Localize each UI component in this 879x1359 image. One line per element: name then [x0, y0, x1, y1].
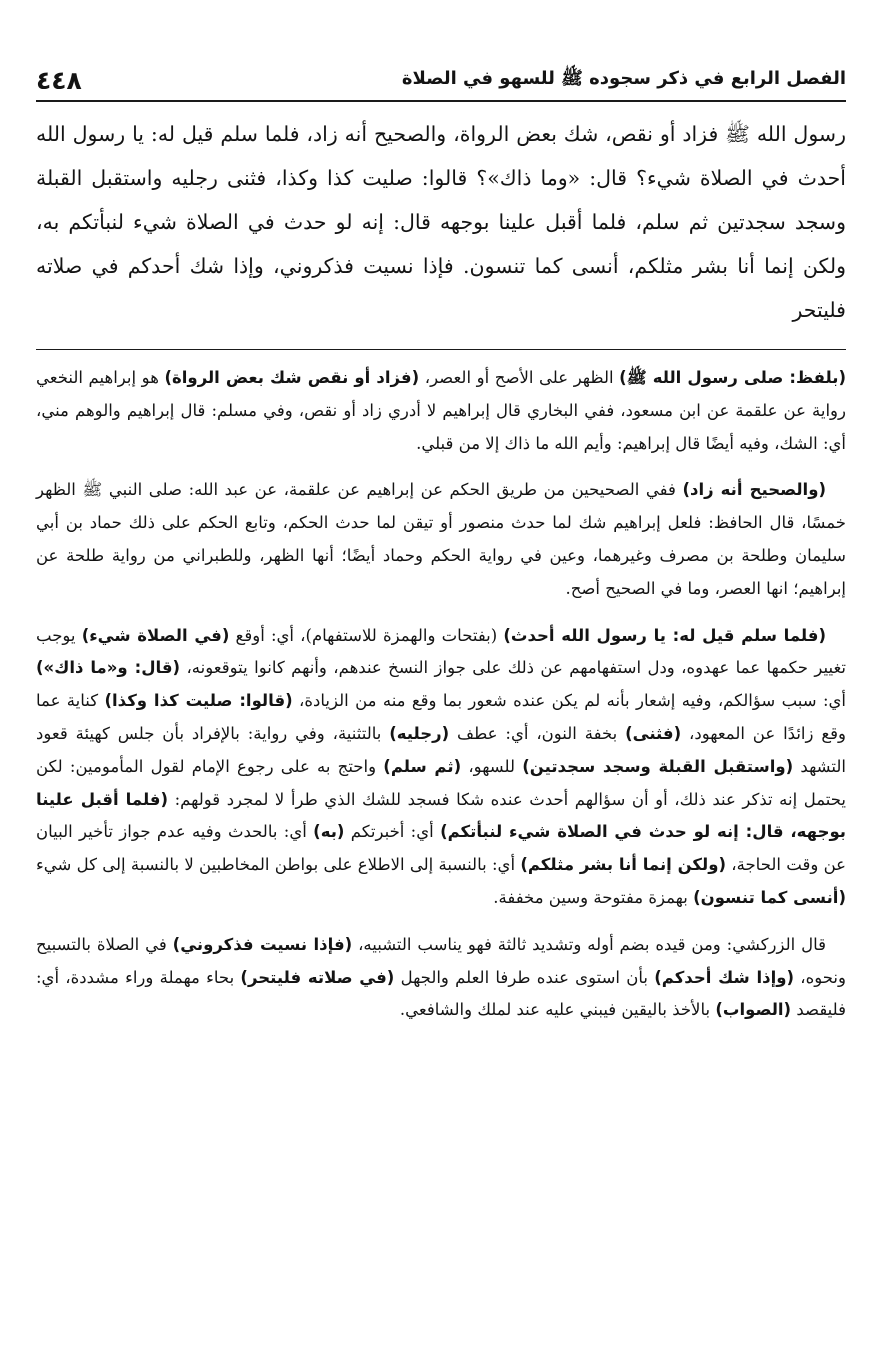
commentary-text: واحتج به على رجوع الإمام لقول المأمومين: لكن يحتمل إنه تذكر عند ذلك، أو أن سؤالهم أحدث عنده شكا فسجد للشك الذي طرأ لا لمجرد قولهم:: [36, 756, 847, 809]
quoted-phrase: (فثنى): [625, 723, 682, 743]
commentary-text: بالتثنية، وفي رواية: بالإفراد بأن جلس كهيئة قعود التشهد: [36, 723, 846, 776]
commentary-text: قال الزركشي: ومن قيده بضم أوله وتشديد ثالثة فهو يناسب التشبيه،: [352, 934, 826, 954]
commentary-text: (بفتحات والهمزة للاستفهام)، أي: أوقع: [229, 625, 504, 645]
note-paragraph: [36, 362, 846, 460]
commentary-text: هو إبراهيم النخعي رواية عن علقمة عن ابن مسعود، ففي البخاري قال إبراهيم لا أدري زاد أو نقص، وفي مسلم: قال إبراهيم والوهم مني، أي: الشك، وفيه أيضًا قال إبراهيم: وأيم الله ما ذاك إلا من قبلي.: [36, 368, 846, 453]
commentary-text: كناية عما وقع زائدًا عن المعهود،: [36, 691, 846, 743]
quoted-phrase: (وإذا شك أحدكم): [654, 967, 795, 987]
page-header: [36, 60, 846, 102]
quoted-phrase: (واستقبل القبلة وسجد سجدتين): [522, 756, 794, 776]
main-text: رسول الله ﷺ فزاد أو نقص، شك بعض الرواة، والصحيح أنه زاد، فلما سلم قيل له: يا رسول الله أحدث في الصلاة شيء؟ قال: «وما ذاك»؟ قالوا: صليت كذا وكذا، فثنى رجليه واستقبل القبلة وسجد سجدتين ثم سلم، فلما أقبل علينا بوجهه قال: إنه لو حدث في الصلاة شيء لنبأتكم به، ولكن إنما أنا بشر مثلكم، أنسى كما تنسون. فإذا نسيت فذكروني، وإذا شك أحدكم في صلاته فليتحر: [36, 122, 846, 322]
commentary-text: للسهو،: [461, 756, 523, 776]
quoted-phrase: (فلما سلم قيل له: يا رسول الله أحدث): [503, 625, 826, 645]
commentary-text: بهمزة مفتوحة وسين مخففة.: [493, 887, 694, 907]
commentary-text: بخفة النون، أي: عطف: [449, 723, 626, 743]
quoted-phrase: (في صلاته فليتحر): [240, 967, 395, 987]
quoted-phrase: (قال: و«ما ذاك»): [36, 658, 181, 678]
note-paragraph: [36, 474, 846, 605]
quoted-phrase: (في الصلاة شيء): [81, 625, 230, 645]
page-number: ٤٤٨: [36, 65, 82, 95]
commentary-text: أي: بالنسبة إلى الاطلاع على بواطن المخاطبين لا بالنسبة إلى كل شيء: [36, 855, 521, 875]
quoted-phrase: (فلما أقبل علينا بوجهه، قال: إنه لو حدث في الصلاة شيء لنبأتكم): [36, 789, 846, 842]
quoted-phrase: (فزاد أو نقص شك بعض الرواة): [164, 368, 420, 387]
commentary-text: في الصلاة بالتسبيح ونحوه،: [36, 934, 846, 987]
commentary-notes: [36, 362, 846, 1041]
running-title: الفصل الرابع في ذكر سجوده ﷺ للسهو في الصلاة: [401, 68, 846, 89]
quoted-phrase: (قالوا: صليت كذا وكذا): [104, 691, 293, 711]
quoted-phrase: (والصحيح أنه زاد): [682, 480, 827, 500]
footnote-divider: [36, 349, 846, 350]
quoted-phrase: (رجليه): [389, 723, 450, 743]
commentary-text: بالأخذ باليقين فيبني عليه عند لملك والشافعي.: [399, 1000, 716, 1020]
quoted-phrase: (الصواب): [715, 1000, 792, 1020]
quoted-phrase: (ثم سلم): [383, 756, 462, 776]
commentary-text: ففي الصحيحين من طريق الحكم عن إبراهيم عن علقمة، عن عبد الله: صلى النبي ﷺ الظهر خمسًا، قال الحافظ: فلعل إبراهيم شك لما حدث منصور أو تيقن لما حدث الحكم، وتابع الحكم على ذلك حماد بن أبي سليمان وطلحة بن مصرف وغيرهما، وعين في رواية الحكم وحماد أيضًا؛ أنها الظهر، وللطبراني من رواية طلحة عن إبراهيم؛ انها العصر، وما في الصحيح أصح.: [36, 480, 846, 598]
quoted-phrase: (به): [313, 822, 345, 842]
commentary-text: أي: أخبرتكم: [344, 822, 441, 842]
quoted-phrase: (فإذا نسيت فذكروني): [172, 934, 353, 954]
commentary-text: الظهر على الأصح أو العصر،: [419, 368, 620, 387]
quoted-phrase: (أنسى كما تنسون): [693, 887, 846, 907]
commentary-text: بحاء مهملة وراء مشددة، أي: فليقصد: [36, 967, 846, 1020]
commentary-text: أي: بالحدث وفيه عدم جواز تأخير البيان عن وقت الحاجة،: [36, 822, 846, 875]
quoted-phrase: (ولكن إنما أنا بشر مثلكم): [520, 855, 727, 875]
commentary-text: يوجب تغيير حكمها عما عهدوه، ودل استفهامهم عن ذلك على جواز النسخ عندهم، وأنهم كانوا يتوقعونه،: [36, 625, 846, 678]
note-paragraph: [36, 620, 846, 915]
quoted-phrase: (بلفظ: صلى رسول الله ﷺ): [619, 368, 846, 387]
commentary-text: أي: سبب سؤالكم، وفيه إشعار بأنه لم يكن عنده شعور بما وقع منه من الزيادة،: [292, 691, 847, 711]
book-page: [36, 0, 846, 1359]
note-paragraph: [36, 929, 846, 1027]
commentary-text: بأن استوى عنده طرفا العلم والجهل: [394, 967, 655, 987]
